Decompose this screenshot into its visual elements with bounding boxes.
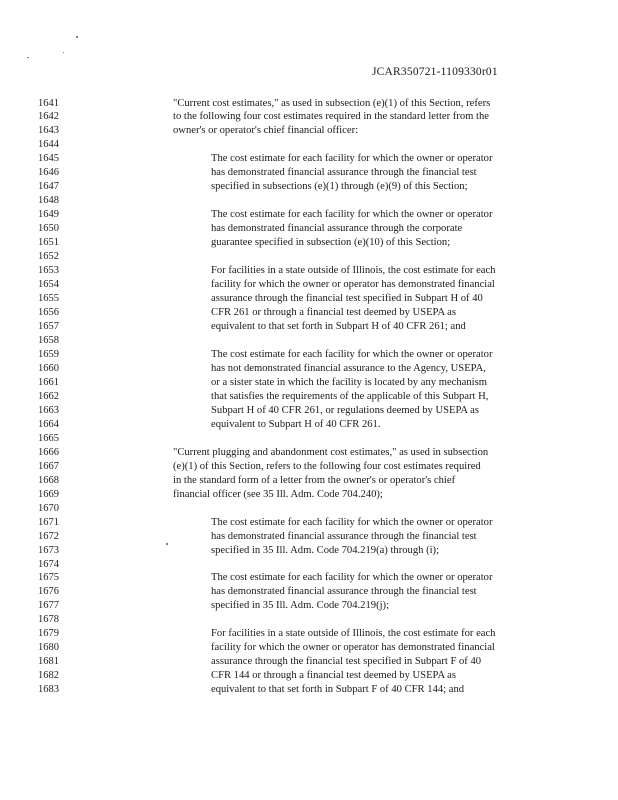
text-line: specified in 35 Ill. Adm. Code 704.219(a) through (i); [211,544,440,556]
text-line: (e)(1) of this Section, refers to the following four cost estimates required [173,460,481,472]
text-line: specified in subsections (e)(1) through (e)(9) of this Section; [211,181,468,193]
text-line: has demonstrated financial assurance through the corporate [211,223,463,235]
line-number: 1666 [38,446,59,458]
text-line: "Current plugging and abandonment cost estimates," as used in subsection [173,446,489,458]
text-line: CFR 261 or through a financial test deemed by USEPA as [211,307,457,319]
line-number: 1679 [38,628,59,640]
line-number: 1683 [38,684,59,696]
line-number: 1659 [38,348,59,360]
line-number: 1642 [38,111,59,123]
text-line: facility for which the owner or operator has demonstrated financial [211,642,495,654]
line-number: 1658 [38,334,59,346]
line-number: 1675 [38,572,59,584]
line-number: 1673 [38,544,59,556]
line-number: 1669 [38,488,59,500]
line-number: 1676 [38,586,59,598]
line-number: 1674 [38,558,59,570]
line-number: 1648 [38,195,59,207]
line-number: 1652 [38,251,59,263]
text-line: specified in 35 Ill. Adm. Code 704.219(j); [211,600,390,612]
line-number: 1664 [38,418,59,430]
scan-speck [27,57,29,58]
line-number: 1645 [38,153,59,165]
line-number: 1654 [38,279,59,291]
line-number: 1650 [38,223,59,235]
line-number: 1663 [38,404,59,416]
text-line: guarantee specified in subsection (e)(10) of this Section; [211,237,451,249]
text-line: has demonstrated financial assurance through the financial test [211,530,477,542]
text-line: facility for which the owner or operator has demonstrated financial [211,279,495,291]
text-line: to the following four cost estimates required in the standard letter from the [173,111,489,123]
line-number: 1681 [38,656,59,668]
line-number: 1661 [38,376,59,388]
line-number: 1668 [38,474,59,486]
text-line: For facilities in a state outside of Illinois, the cost estimate for each [211,628,496,640]
text-line: equivalent to Subpart H of 40 CFR 261. [211,418,381,430]
text-line: The cost estimate for each facility for which the owner or operator [211,572,493,584]
scan-speck [166,543,168,545]
text-line: has demonstrated financial assurance through the financial test [211,586,477,598]
text-line: The cost estimate for each facility for which the owner or operator [211,209,493,221]
line-number: 1665 [38,432,59,444]
line-number: 1680 [38,642,59,654]
line-number: 1657 [38,321,59,333]
text-line: equivalent to that set forth in Subpart H of 40 CFR 261; and [211,321,466,333]
line-number: 1670 [38,502,59,514]
text-line: has not demonstrated financial assurance to the Agency, USEPA, [211,362,486,374]
text-line: in the standard form of a letter from the owner's or operator's chief [173,474,456,486]
text-line: assurance through the financial test specified in Subpart H of 40 [211,293,483,305]
line-number: 1672 [38,530,59,542]
text-line: The cost estimate for each facility for which the owner or operator [211,153,493,165]
line-number: 1641 [38,97,59,109]
line-number: 1653 [38,265,59,277]
line-number: 1651 [38,237,59,249]
text-line: CFR 144 or through a financial test deemed by USEPA as [211,670,457,682]
line-number: 1677 [38,600,59,612]
line-number: 1671 [38,516,59,528]
text-line: assurance through the financial test specified in Subpart F of 40 [211,656,482,668]
line-number: 1644 [38,139,59,151]
scan-speck [63,52,64,53]
text-line: financial officer (see 35 Ill. Adm. Code 704.240); [173,488,383,500]
text-line: Subpart H of 40 CFR 261, or regulations deemed by USEPA as [211,404,479,416]
scan-speck [76,36,78,38]
line-number: 1643 [38,125,59,137]
text-line: that satisfies the requirements of the applicable of this Subpart H, [211,390,489,402]
line-number: 1655 [38,293,59,305]
text-line: The cost estimate for each facility for which the owner or operator [211,516,493,528]
line-number: 1667 [38,460,59,472]
document-id: JCAR350721-1109330r01 [372,66,498,78]
line-number: 1656 [38,307,59,319]
line-number: 1678 [38,614,59,626]
text-line: has demonstrated financial assurance through the financial test [211,167,477,179]
line-number: 1662 [38,390,59,402]
text-line: "Current cost estimates," as used in subsection (e)(1) of this Section, refers [173,97,491,109]
text-line: For facilities in a state outside of Illinois, the cost estimate for each [211,265,496,277]
line-number: 1660 [38,362,59,374]
line-number: 1647 [38,181,59,193]
line-number: 1649 [38,209,59,221]
text-line: equivalent to that set forth in Subpart F of 40 CFR 144; and [211,684,465,696]
line-number: 1682 [38,670,59,682]
text-line: owner's or operator's chief financial officer: [173,125,359,137]
text-line: or a sister state in which the facility is located by any mechanism [211,376,487,388]
line-number: 1646 [38,167,59,179]
text-line: The cost estimate for each facility for which the owner or operator [211,348,493,360]
